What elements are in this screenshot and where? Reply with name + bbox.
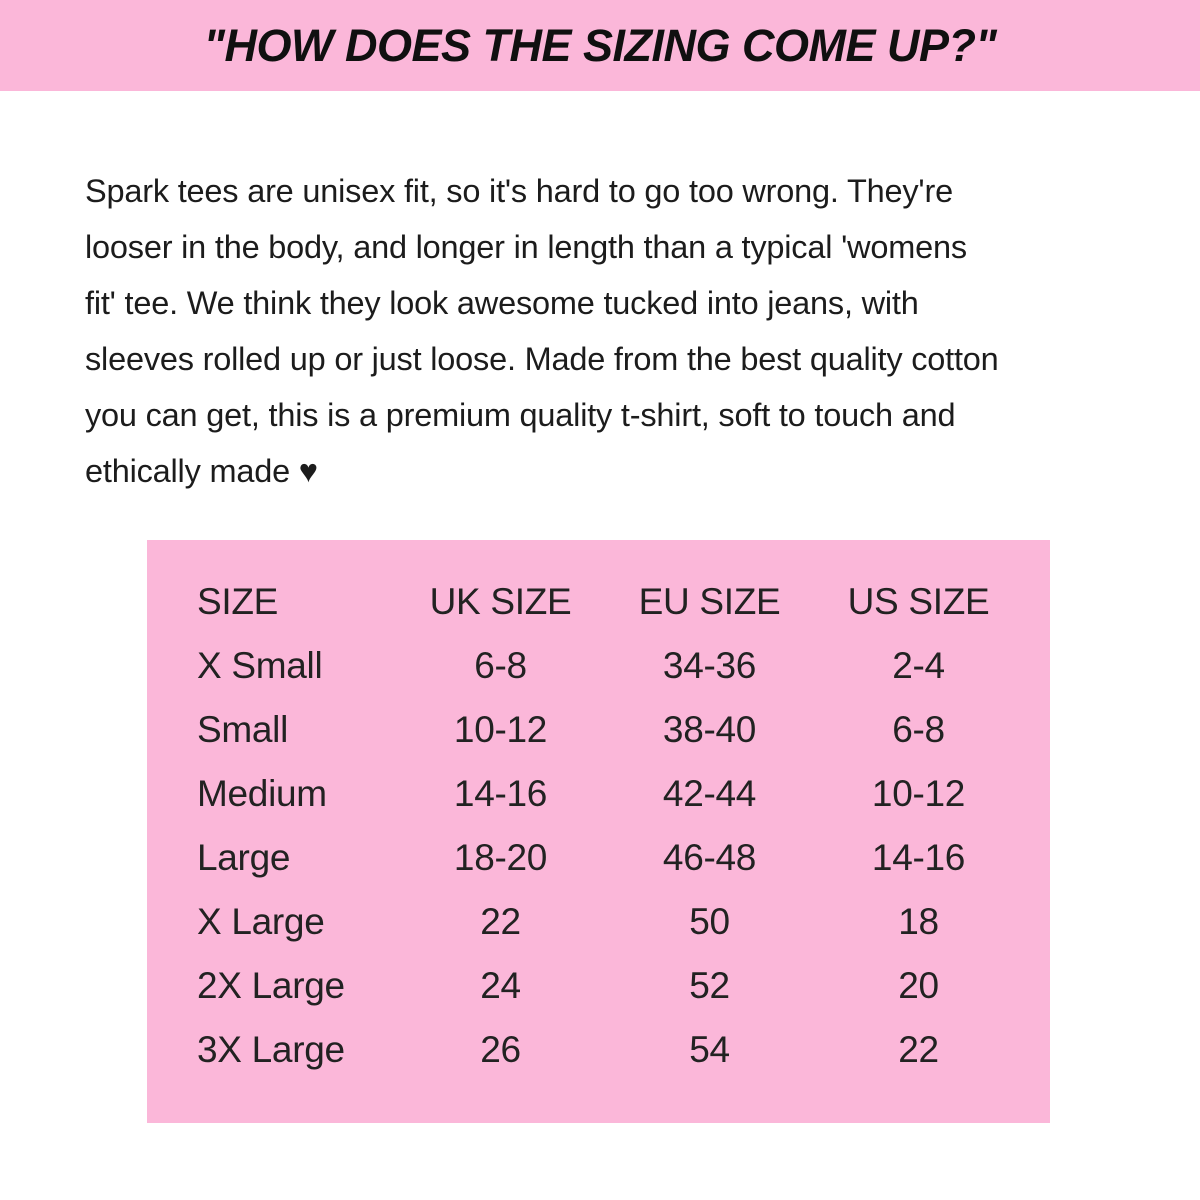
table-cell-uk: 24 bbox=[480, 965, 521, 1006]
intro-line: looser in the body, and longer in length than a typical 'womens bbox=[85, 229, 967, 265]
table-row bbox=[197, 890, 1050, 954]
table-cell-eu: 50 bbox=[689, 901, 730, 942]
intro-paragraph bbox=[85, 163, 1130, 499]
table-cell-size: X Small bbox=[197, 645, 323, 686]
table-header-row bbox=[197, 570, 1050, 634]
table-cell-us: 6-8 bbox=[892, 709, 945, 750]
table-cell-eu: 42-44 bbox=[662, 773, 757, 814]
table-cell-size: 3X Large bbox=[197, 1029, 345, 1070]
table-row bbox=[197, 634, 1050, 698]
size-table bbox=[147, 540, 1050, 1123]
intro-line: ethically made ♥ bbox=[85, 453, 318, 489]
table-cell-us: 14-16 bbox=[871, 837, 966, 878]
table-row bbox=[197, 1018, 1050, 1082]
table-cell-us: 10-12 bbox=[871, 773, 966, 814]
intro-line: sleeves rolled up or just loose. Made from the best quality cotton bbox=[85, 341, 999, 377]
intro-line: Spark tees are unisex fit, so it's hard to go too wrong. They're bbox=[85, 173, 953, 209]
table-cell-size: X Large bbox=[197, 901, 325, 942]
table-cell-uk: 26 bbox=[480, 1029, 521, 1070]
table-cell-size: 2X Large bbox=[197, 965, 345, 1006]
column-header-uk-size: UK SIZE bbox=[429, 581, 572, 622]
table-cell-size: Medium bbox=[197, 773, 327, 814]
table-cell-uk: 22 bbox=[480, 901, 521, 942]
table-cell-us: 22 bbox=[898, 1029, 939, 1070]
table-cell-size: Small bbox=[197, 709, 289, 750]
table-cell-eu: 52 bbox=[689, 965, 730, 1006]
table-row bbox=[197, 954, 1050, 1018]
page-title: "HOW DOES THE SIZING COME UP?" bbox=[203, 19, 997, 71]
table-row bbox=[197, 698, 1050, 762]
intro-line: you can get, this is a premium quality t-shirt, soft to touch and bbox=[85, 397, 956, 433]
column-header-eu-size: EU SIZE bbox=[638, 581, 781, 622]
intro-line: fit' tee. We think they look awesome tucked into jeans, with bbox=[85, 285, 919, 321]
table-cell-uk: 18-20 bbox=[453, 837, 548, 878]
table-cell-us: 18 bbox=[898, 901, 939, 942]
table-cell-eu: 34-36 bbox=[662, 645, 757, 686]
table-row bbox=[197, 762, 1050, 826]
table-cell-eu: 38-40 bbox=[662, 709, 757, 750]
table-cell-eu: 54 bbox=[689, 1029, 730, 1070]
table-cell-size: Large bbox=[197, 837, 291, 878]
table-row bbox=[197, 826, 1050, 890]
header-banner bbox=[0, 0, 1200, 91]
table-cell-us: 2-4 bbox=[892, 645, 945, 686]
table-cell-us: 20 bbox=[898, 965, 939, 1006]
table-cell-uk: 14-16 bbox=[453, 773, 548, 814]
table-cell-uk: 10-12 bbox=[453, 709, 548, 750]
table-cell-uk: 6-8 bbox=[474, 645, 527, 686]
column-header-us-size: US SIZE bbox=[847, 581, 990, 622]
table-cell-eu: 46-48 bbox=[662, 837, 757, 878]
column-header-size: SIZE bbox=[197, 581, 279, 622]
